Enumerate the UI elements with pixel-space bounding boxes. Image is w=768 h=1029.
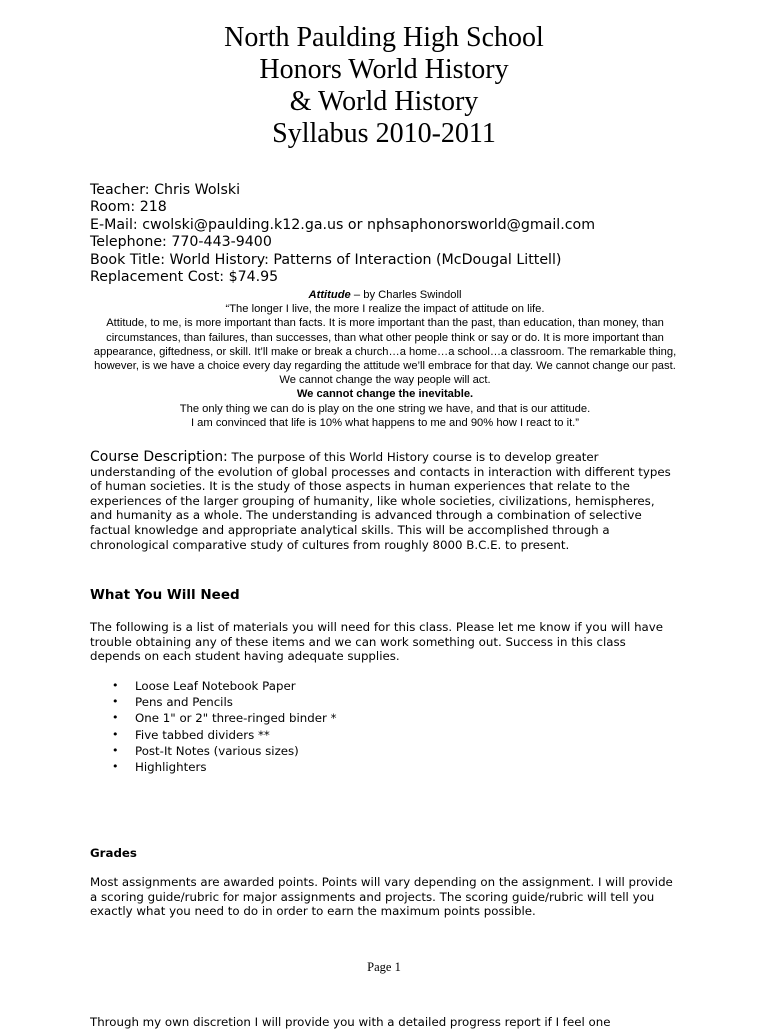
quote-paragraph: Attitude, to me, is more important than facts. It is more important than the past, than education, than money, than circumstances, than failures, than successes, than what other people think or say or do. It is more important than appearance, giftedness, or skill. It’ll make or break a church…a home…a school…a classroom. The remarkable thing, however, is we have a choice every day regarding the attitude we’ll embrace for that day. We cannot change our past. We cannot change the way people will act. xyxy=(93,317,677,387)
email-line: E-Mail: cwolski@paulding.k12.ga.us or nphsaphonorsworld@gmail.com xyxy=(90,216,596,233)
quote-line-1: “The longer I live, the more I realize the impact of attitude on life. xyxy=(225,303,545,316)
list-item-label: Five tabbed dividers ** xyxy=(135,727,270,742)
list-item xyxy=(90,678,590,694)
school-name: North Paulding High School xyxy=(224,22,544,53)
list-item-label: Post-It Notes (various sizes) xyxy=(135,743,299,758)
bullet-icon: • xyxy=(112,727,119,741)
document-title xyxy=(0,22,768,150)
course-description-label: Course Description: xyxy=(90,449,228,465)
quote-emphasis: We cannot change the inevitable. xyxy=(296,388,474,401)
list-item xyxy=(90,710,590,726)
list-item xyxy=(90,727,590,743)
bullet-icon: • xyxy=(112,679,119,692)
replacement-cost-line: Replacement Cost: $74.95 xyxy=(90,269,279,286)
list-item-label: Highlighters xyxy=(135,759,207,774)
materials-intro: The following is a list of materials you will need for this class. Please let me know if you will have trouble obtaining any of these items and we can work something out. Success in this class depends on each student having adequate supplies. xyxy=(90,620,664,664)
quote-line-b: I am convinced that life is 10% what happens to me and 90% how I react to it.” xyxy=(190,416,580,429)
list-item-label: One 1" or 2" three-ringed binder * xyxy=(135,711,337,726)
bullet-icon: • xyxy=(112,711,119,725)
telephone-line: Telephone: 770-443-9400 xyxy=(90,234,272,251)
attitude-quote xyxy=(90,288,680,430)
list-item xyxy=(90,694,590,710)
page-number: Page 1 xyxy=(367,960,401,974)
grades-text: Most assignments are awarded points. Points will vary depending on the assignment. I will provide a scoring guide/rubric for major assignments and projects. The scoring guide/rubric will tell you exactly what you need to do in order to earn the maximum points possible. xyxy=(90,875,673,919)
bullet-icon: • xyxy=(112,695,119,709)
course-name-honors: Honors World History xyxy=(259,54,509,85)
course-name: & World History xyxy=(289,86,479,117)
quote-byline: – by Charles Swindoll xyxy=(350,289,462,301)
quote-title xyxy=(90,288,680,302)
grades-heading: Grades xyxy=(90,846,137,860)
supplies-list xyxy=(90,678,590,775)
room-line: Room: 218 xyxy=(90,199,167,216)
teacher-info xyxy=(90,182,710,286)
course-description xyxy=(90,450,680,552)
bullet-icon: • xyxy=(112,743,119,757)
quote-title-text: Attitude xyxy=(308,289,351,301)
bullet-icon: • xyxy=(112,759,119,773)
list-item xyxy=(90,743,590,759)
course-description-text: The purpose of this World History course is to develop greater understanding of the evolution of global processes and contacts in interaction with different types of human societies. It is the study of those aspects in human experiences that relate to the experiences of the larger grouping of humanity, like whole societies, civilizations, hemispheres, and humanity as a whole. The understanding is advanced through a combination of selective factual knowledge and appropriate analytical skills. This will be accomplished through a chronological comparative study of cultures from roughly 8000 B.C.E. to present. xyxy=(90,450,671,552)
quote-line-a: The only thing we can do is play on the one string we have, and that is our attitude. xyxy=(179,402,591,415)
what-you-need-heading: What You Will Need xyxy=(90,587,240,603)
book-title-line: Book Title: World History: Patterns of Interaction (McDougal Littell) xyxy=(90,251,562,268)
syllabus-year: Syllabus 2010-2011 xyxy=(272,118,496,149)
teacher-line: Teacher: Chris Wolski xyxy=(90,182,241,198)
list-item-label: Pens and Pencils xyxy=(135,695,233,710)
list-item xyxy=(90,759,590,775)
list-item-label: Loose Leaf Notebook Paper xyxy=(135,679,296,693)
next-page-partial-line: Through my own discretion I will provide you with a detailed progress report if I feel one xyxy=(90,1015,611,1029)
